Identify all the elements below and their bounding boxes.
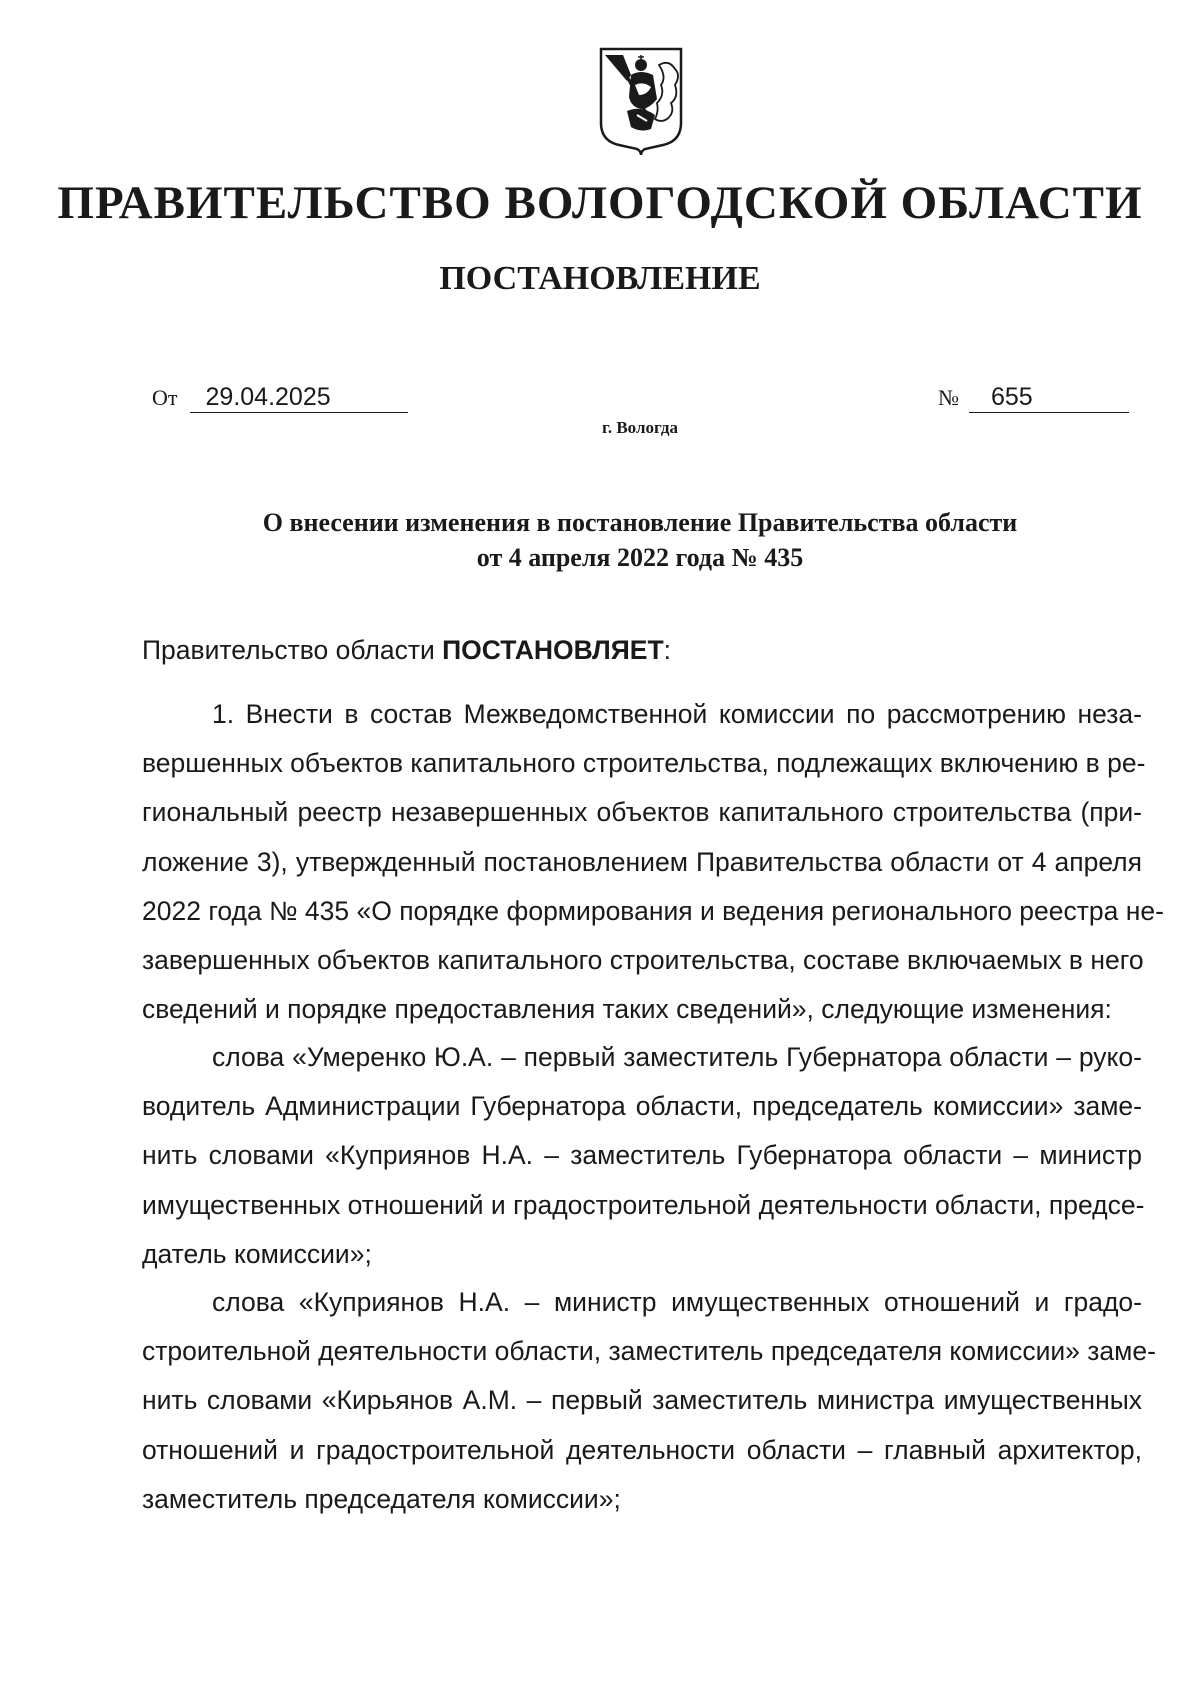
text-line: отношений и градостроительной деятельности области – главный архитектор, [142, 1434, 1142, 1465]
text-line: заместитель председателя комиссии»; [142, 1483, 621, 1514]
document-type-title: ПОСТАНОВЛЕНИЕ [439, 260, 761, 297]
text-line: гиональный реестр незавершенных объектов капитального строительства (при- [142, 797, 1142, 828]
document-subject [0, 505, 1200, 575]
paragraph-2 [142, 1033, 1145, 1279]
text-line: датель комиссии»; [142, 1238, 372, 1269]
vologda-coat-of-arms-icon [597, 45, 685, 157]
preamble-text: Правительство области [142, 635, 443, 665]
text-line: 1. Внести в состав Межведомственной комиссии по рассмотрению неза- [212, 699, 1142, 729]
number-field [938, 384, 1129, 413]
text-line: водитель Администрации Губернатора области, председатель комиссии» заме- [142, 1091, 1142, 1122]
text-line: нить словами «Куприянов Н.А. – заместитель Губернатора области – министр [142, 1140, 1142, 1171]
date-field [152, 384, 408, 413]
paragraph-3 [142, 1278, 1156, 1524]
document-number: 655 [969, 384, 1129, 413]
preamble-colon: : [663, 635, 672, 665]
preamble [142, 626, 1142, 675]
date-prefix-label: От [152, 384, 178, 410]
preamble-emphasis: ПОСТАНОВЛЯЕТ [442, 635, 664, 665]
paragraph-1 [142, 690, 1164, 1034]
text-line: 2022 года № 435 «О порядке формирования и ведения регионального реестра не- [142, 895, 1164, 926]
document-date: 29.04.2025 [190, 384, 408, 413]
number-prefix-label: № [938, 384, 959, 410]
text-line: сведений и порядке предоставления таких сведений», следующие изменения: [142, 994, 1112, 1025]
government-title: ПРАВИТЕЛЬСТВО ВОЛОГОДСКОЙ ОБЛАСТИ [57, 177, 1143, 229]
text-line: слова «Умеренко Ю.А. – первый заместитель Губернатора области – руко- [212, 1042, 1142, 1072]
text-line: нить словами «Кирьянов А.М. – первый заместитель министра имущественных [142, 1385, 1142, 1416]
subject-line: О внесении изменения в постановление Правительства области [262, 508, 1018, 537]
text-line: слова «Куприянов Н.А. – министр имущественных отношений и градо- [212, 1287, 1142, 1317]
text-line: имущественных отношений и градостроительной деятельности области, предсе- [142, 1189, 1145, 1220]
text-line: вершенных объектов капитального строительства, подлежащих включению в ре- [142, 748, 1146, 779]
subject-line: от 4 апреля 2022 года № 435 [476, 543, 804, 572]
text-line: завершенных объектов капитального строительства, составе включаемых в него [142, 945, 1144, 976]
text-line: строительной деятельности области, заместитель председателя комиссии» заме- [142, 1336, 1156, 1367]
text-line: ложение 3), утвержденный постановлением Правительства области от 4 апреля [142, 846, 1142, 877]
city-label: г. Вологда [602, 418, 678, 437]
